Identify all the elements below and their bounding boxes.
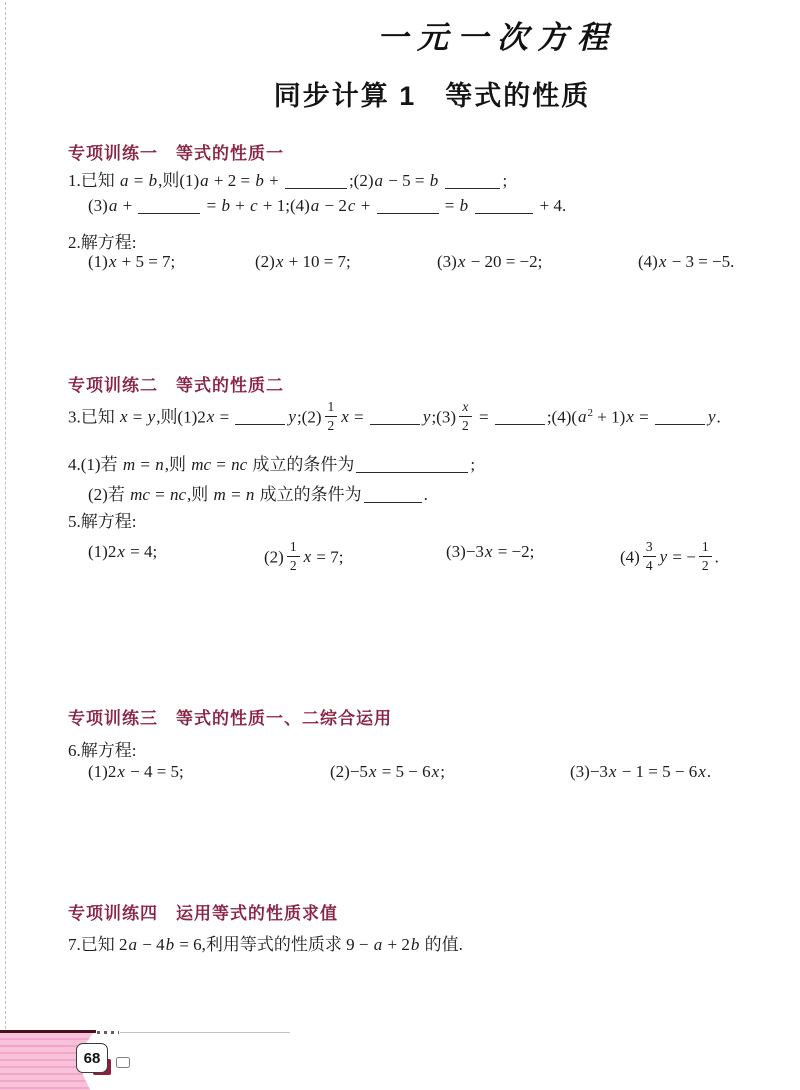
problem-5-label: 5.解方程:	[68, 512, 137, 531]
blank-line	[356, 457, 468, 473]
fraction: $\frac{x}{2}$	[459, 399, 472, 432]
blank-line	[235, 409, 285, 425]
chapter-title: 一元一次方程	[377, 20, 617, 56]
blank-line	[475, 198, 533, 214]
problem-1-line-2: (3)a + = b + c + 1;(4)a − 2c + = b + 4.	[88, 196, 567, 215]
problem-2-item-4: (4)x − 3 = −5.	[638, 252, 735, 271]
lesson-title: 同步计算 1 等式的性质	[273, 81, 591, 111]
blank-line	[445, 173, 500, 189]
section-2-heading: 专项训练二 等式的性质二	[68, 376, 284, 395]
problem-2-item-3: (3)x − 20 = −2;	[437, 252, 543, 271]
problem-5-item-2: (2) $\frac{1}{2}$ x = 7;	[264, 539, 344, 573]
section-3-heading: 专项训练三 等式的性质一、二综合运用	[68, 709, 392, 728]
problem-4-line-1: 4.(1)若 m = n,则 mc = nc 成立的条件为 ;	[68, 455, 476, 474]
problem-6-equations	[0, 762, 800, 792]
blank-line	[364, 487, 422, 503]
problem-2-item-2: (2)x + 10 = 7;	[255, 252, 351, 271]
blank-line	[138, 198, 200, 214]
blank-line	[377, 198, 439, 214]
problem-5-item-4: (4) $\frac{3}{4}$ y = − $\frac{1}{2}$ .	[620, 539, 719, 573]
blank-line	[495, 409, 545, 425]
blank-line	[655, 409, 705, 425]
problem-6-item-2: (2)−5x = 5 − 6x;	[330, 762, 445, 781]
problem-6-label: 6.解方程:	[68, 741, 137, 760]
problem-5-equations	[0, 539, 800, 573]
problem-4-line-2: (2)若 mc = nc,则 m = n 成立的条件为 .	[88, 485, 428, 504]
blank-line	[370, 409, 420, 425]
problem-5-item-3: (3)−3x = −2;	[446, 542, 535, 561]
footer-rule	[0, 1030, 96, 1033]
problem-1-line-1: 1.已知 a = b,则(1)a + 2 = b + ;(2)a − 5 = b ;	[68, 171, 508, 190]
fraction: $\frac{1}{2}$	[325, 399, 338, 432]
fraction: $\frac{3}{4}$	[643, 539, 656, 572]
scan-edge-line	[5, 2, 6, 1034]
section-4-heading: 专项训练四 运用等式的性质求值	[68, 904, 338, 923]
page-number-badge	[76, 1043, 108, 1073]
problem-3-line: 3.已知 x = y,则(1)2x = y;(2) $\frac{1}{2}$ x = y;(3) $\frac{x}{2}$ = $;(4)(a^2 + 1)x = y$.	[68, 399, 721, 433]
problem-2-equations	[0, 252, 800, 282]
problem-6-item-1: (1)2x − 4 = 5;	[88, 762, 184, 781]
blank-line	[285, 173, 347, 189]
small-square-icon	[116, 1057, 130, 1068]
footer-rule-faint	[120, 1032, 290, 1033]
problem-5-item-1: (1)2x = 4;	[88, 542, 158, 561]
fraction: $\frac{1}{2}$	[287, 539, 300, 572]
footer-rule-dots	[97, 1031, 119, 1034]
problem-2-item-1: (1)x + 5 = 7;	[88, 252, 176, 271]
section-1-heading: 专项训练一 等式的性质一	[68, 144, 284, 163]
fraction: $\frac{1}{2}$	[699, 539, 712, 572]
problem-6-item-3: (3)−3x − 1 = 5 − 6x.	[570, 762, 712, 781]
page-number: 68	[83, 1049, 101, 1067]
problem-7-line: 7.已知 2a − 4b = 6,利用等式的性质求 9 − a + 2b 的值.	[68, 935, 463, 954]
problem-2-label: 2.解方程:	[68, 233, 137, 252]
